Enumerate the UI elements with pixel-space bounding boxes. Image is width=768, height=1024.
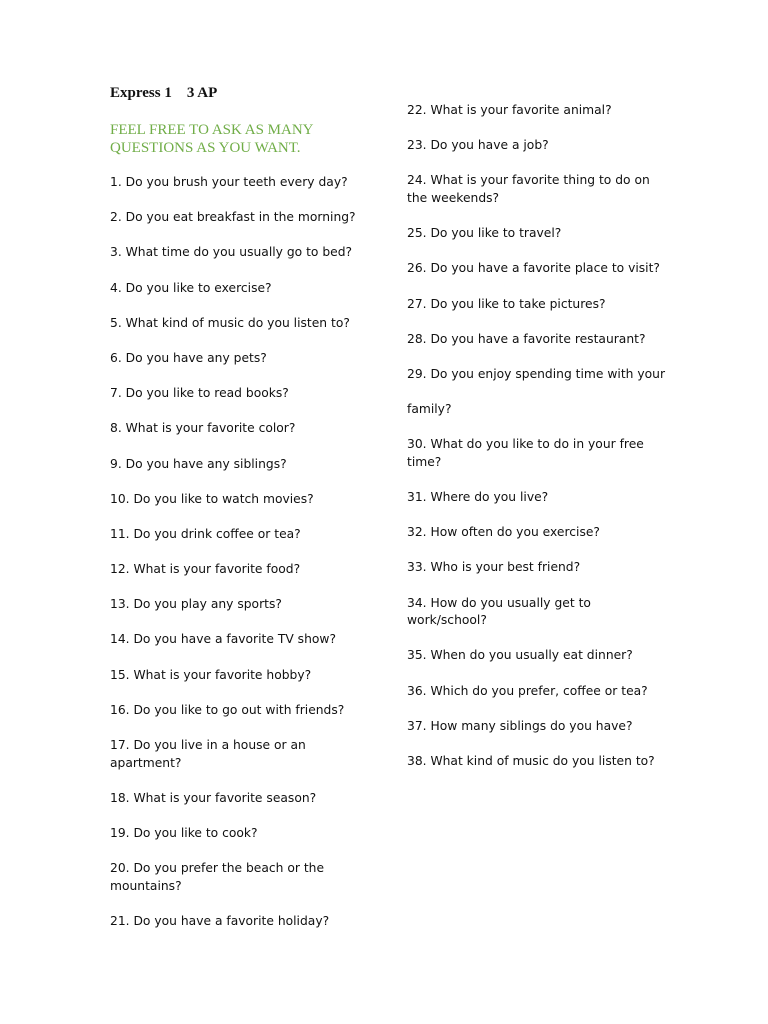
- right-question-column: [407, 102, 667, 788]
- question-item: 36. Which do you prefer, coffee or tea?: [407, 683, 648, 698]
- question-item: 32. How often do you exercise?: [407, 525, 600, 540]
- question-item: 6. Do you have any pets?: [110, 350, 267, 365]
- question-item: 9. Do you have any siblings?: [110, 456, 287, 471]
- question-item: 20. Do you prefer the beach or the mountains?: [110, 861, 325, 893]
- question-item: 35. When do you usually eat dinner?: [407, 648, 633, 663]
- question-item: 17. Do you live in a house or an apartment?: [110, 738, 306, 770]
- question-item: 26. Do you have a favorite place to visit?: [407, 261, 660, 276]
- question-item: 4. Do you like to exercise?: [110, 280, 272, 295]
- question-item: 30. What do you like to do in your free time?: [407, 437, 644, 469]
- question-item: 21. Do you have a favorite holiday?: [110, 913, 330, 928]
- question-item: 22. What is your favorite animal?: [407, 103, 612, 117]
- question-item: family?: [407, 402, 452, 417]
- question-item: 29. Do you enjoy spending time with your: [407, 366, 665, 381]
- question-item: 5. What kind of music do you listen to?: [110, 315, 350, 330]
- question-item: 34. How do you usually get to work/school?: [407, 595, 591, 628]
- question-item: 25. Do you like to travel?: [407, 226, 562, 241]
- document-title: Express 1 3 AP: [110, 85, 218, 101]
- question-item: 16. Do you like to go out with friends?: [110, 702, 345, 717]
- question-item: 15. What is your favorite hobby?: [110, 667, 312, 682]
- question-item: 31. Where do you live?: [407, 490, 549, 505]
- question-item: 14. Do you have a favorite TV show?: [110, 632, 336, 647]
- question-item: 24. What is your favorite thing to do on the weekends?: [407, 173, 650, 205]
- question-item: 28. Do you have a favorite restaurant?: [407, 331, 646, 346]
- question-item: 7. Do you like to read books?: [110, 386, 289, 401]
- question-item: 8. What is your favorite color?: [110, 421, 296, 436]
- question-item: 38. What kind of music do you listen to?: [407, 753, 655, 768]
- question-item: 33. Who is your best friend?: [407, 560, 581, 575]
- question-item: 11. Do you drink coffee or tea?: [110, 526, 301, 541]
- question-item: 10. Do you like to watch movies?: [110, 491, 314, 506]
- question-item: 37. How many siblings do you have?: [407, 718, 633, 733]
- instruction-text: FEEL FREE TO ASK AS MANY QUESTIONS AS YOU WANT.: [110, 122, 313, 156]
- question-item: 19. Do you like to cook?: [110, 825, 258, 840]
- left-question-column: [110, 174, 360, 948]
- question-item: 18. What is your favorite season?: [110, 790, 317, 805]
- question-item: 13. Do you play any sports?: [110, 597, 282, 612]
- question-item: 1. Do you brush your teeth every day?: [110, 175, 348, 189]
- question-item: 12. What is your favorite food?: [110, 562, 301, 577]
- question-item: 2. Do you eat breakfast in the morning?: [110, 210, 356, 225]
- question-item: 27. Do you like to take pictures?: [407, 296, 606, 311]
- question-item: 3. What time do you usually go to bed?: [110, 245, 353, 260]
- question-item: 23. Do you have a job?: [407, 138, 549, 153]
